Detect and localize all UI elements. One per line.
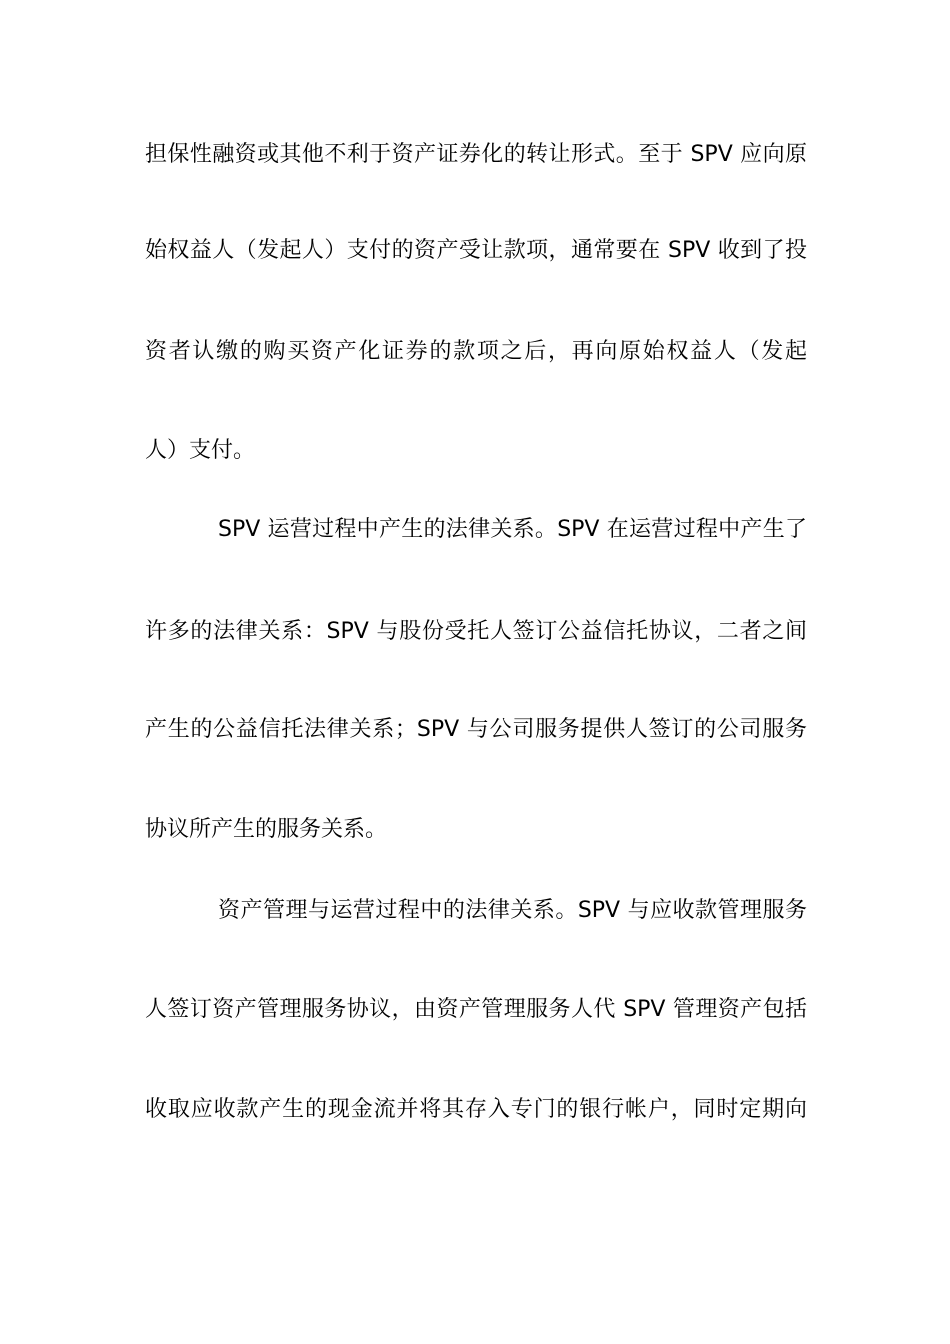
text-line: 产生的公益信托法律关系；SPV 与公司服务提供人签订的公司服务 xyxy=(145,717,807,742)
text-line: 人签订资产管理服务协议，由资产管理服务人代 SPV 管理资产包括 xyxy=(145,997,807,1022)
text-line: 协议所产生的服务关系。 xyxy=(145,817,388,842)
text-line: 担保性融资或其他不利于资产证券化的转让形式。至于 SPV 应向原 xyxy=(145,142,807,167)
paragraph-start-line: SPV 运营过程中产生的法律关系。SPV 在运营过程中产生了 xyxy=(218,517,807,542)
text-line: 始权益人（发起人）支付的资产受让款项，通常要在 SPV 收到了投 xyxy=(145,238,807,263)
text-line: 收取应收款产生的现金流并将其存入专门的银行帐户，同时定期向 xyxy=(145,1097,807,1122)
text-line: 人）支付。 xyxy=(145,438,256,463)
paragraph-start-line: 资产管理与运营过程中的法律关系。SPV 与应收款管理服务 xyxy=(218,898,807,923)
text-line: 资者认缴的购买资产化证券的款项之后，再向原始权益人（发起 xyxy=(145,339,807,364)
text-line: 许多的法律关系：SPV 与股份受托人签订公益信托协议，二者之间 xyxy=(145,619,807,644)
